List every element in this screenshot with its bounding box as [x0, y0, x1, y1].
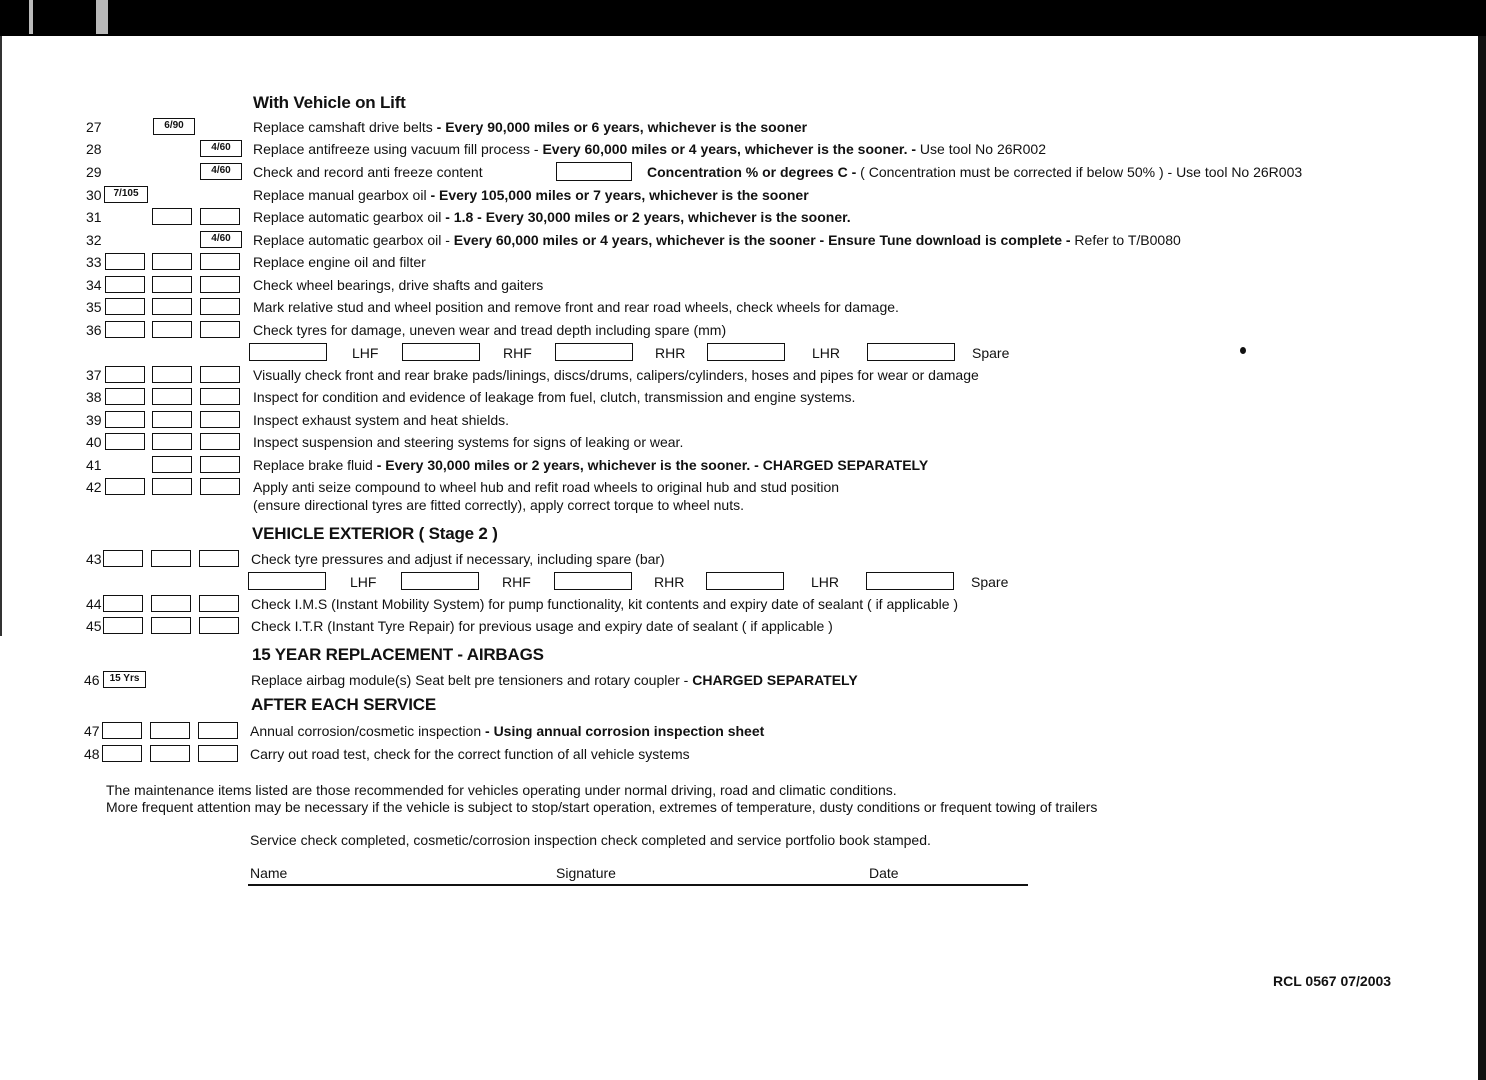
check-box[interactable]: [152, 456, 192, 473]
interval-tag: 4/60: [200, 163, 242, 180]
check-box[interactable]: [198, 722, 238, 739]
completion-statement: Service check completed, cosmetic/corrosion inspection check completed and service portfolio book stamped.: [250, 832, 931, 848]
check-box[interactable]: [200, 411, 240, 428]
check-box[interactable]: [200, 388, 240, 405]
checklist-row-46: [0, 670, 1486, 692]
item-number: 39: [86, 412, 102, 428]
check-box[interactable]: [105, 276, 145, 293]
item-number: 44: [86, 596, 102, 612]
form-reference-code: RCL 0567 07/2003: [1273, 973, 1392, 989]
interval-tag: 4/60: [200, 231, 242, 248]
check-box[interactable]: [105, 411, 145, 428]
check-box[interactable]: [199, 617, 239, 634]
check-box[interactable]: [103, 617, 143, 634]
item-text: Inspect for condition and evidence of leakage from fuel, clutch, transmission and engine systems.: [253, 389, 856, 405]
item-text: Replace brake fluid - Every 30,000 miles or 2 years, whichever is the sooner. - CHARGED SEPARATELY: [253, 457, 929, 473]
check-box[interactable]: [105, 478, 145, 495]
scan-artifact: [29, 0, 33, 34]
checklist-row-47: [0, 721, 1486, 743]
section-heading-exterior: VEHICLE EXTERIOR ( Stage 2 ): [252, 524, 498, 543]
pressure-rhr-input[interactable]: [554, 572, 632, 590]
item-text: Check I.T.R (Instant Tyre Repair) for previous usage and expiry date of sealant ( if applicable ): [251, 618, 833, 634]
item-text: Mark relative stud and wheel position and remove front and rear road wheels, check wheels for damage.: [253, 299, 899, 315]
item-text: Check and record anti freeze content: [253, 164, 483, 180]
check-box[interactable]: [102, 722, 142, 739]
item-number: 35: [86, 299, 102, 315]
checklist-row-38: [0, 387, 1486, 409]
checklist-row-42: [0, 477, 1486, 517]
checklist-row-48: [0, 744, 1486, 766]
item-text: Check wheel bearings, drive shafts and gaiters: [253, 277, 544, 293]
item-number: 29: [86, 164, 102, 180]
check-box[interactable]: [198, 745, 238, 762]
checklist-row-40: [0, 432, 1486, 454]
item-number: 33: [86, 254, 102, 270]
item-text: Check tyres for damage, uneven wear and tread depth including spare (mm): [253, 322, 727, 338]
name-label: Name: [250, 865, 288, 881]
item-text: Visually check front and rear brake pads/linings, discs/drums, calipers/cylinders, hoses and pipes for wear or damage: [253, 367, 979, 383]
item-number: 45: [86, 618, 102, 634]
checklist-row-27: [0, 117, 1486, 139]
check-box[interactable]: [151, 550, 191, 567]
check-box[interactable]: [105, 253, 145, 270]
checklist-row-29: [0, 162, 1486, 184]
item-text: Apply anti seize compound to wheel hub and refit road wheels to original hub and stud position: [253, 479, 840, 495]
tread-rhr-input[interactable]: [555, 343, 633, 361]
item-number: 47: [84, 723, 100, 739]
check-box[interactable]: [150, 745, 190, 762]
check-box[interactable]: [200, 456, 240, 473]
signature-label: Signature: [556, 865, 616, 881]
tyre-label: LHF: [350, 574, 377, 590]
tyre-pressure-inputs: [0, 571, 1486, 593]
item-text: Carry out road test, check for the correct function of all vehicle systems: [250, 746, 690, 762]
item-number: 31: [86, 209, 102, 225]
pressure-spare-input[interactable]: [866, 572, 954, 590]
item-text: Check tyre pressures and adjust if necessary, including spare (bar): [251, 551, 665, 567]
check-box[interactable]: [152, 321, 192, 338]
checklist-row-44: [0, 594, 1486, 616]
checklist-row-43: [0, 549, 1486, 571]
check-box[interactable]: [151, 617, 191, 634]
check-box[interactable]: [152, 388, 192, 405]
check-box[interactable]: [151, 595, 191, 612]
tread-lhr-input[interactable]: [707, 343, 785, 361]
check-box[interactable]: [200, 366, 240, 383]
item-number: 36: [86, 322, 102, 338]
item-number: 42: [86, 479, 102, 495]
check-box[interactable]: [152, 478, 192, 495]
scan-speck: [1240, 347, 1246, 354]
item-text: Replace manual gearbox oil - Every 105,000 miles or 7 years, whichever is the sooner: [253, 187, 809, 203]
tyre-label: Spare: [972, 345, 1010, 361]
item-text: Inspect exhaust system and heat shields.: [253, 412, 510, 428]
item-text: Replace antifreeze using vacuum fill process - Every 60,000 miles or 4 years, whichever is the sooner. - Use tool No 26R002: [253, 141, 1046, 157]
item-number: 27: [86, 119, 102, 135]
item-text: Replace camshaft drive belts - Every 90,000 miles or 6 years, whichever is the sooner: [253, 119, 808, 135]
check-box[interactable]: [152, 411, 192, 428]
checklist-row-41: [0, 455, 1486, 477]
tyre-label: RHF: [503, 345, 532, 361]
check-box[interactable]: [152, 208, 192, 225]
item-number: 46: [84, 672, 100, 688]
check-box[interactable]: [152, 276, 192, 293]
section-heading-airbags: 15 YEAR REPLACEMENT - AIRBAGS: [252, 645, 544, 664]
pressure-lhf-input[interactable]: [248, 572, 326, 590]
checklist-row-39: [0, 410, 1486, 432]
check-box[interactable]: [200, 321, 240, 338]
checklist-row-33: [0, 252, 1486, 274]
section-heading-after: AFTER EACH SERVICE: [251, 695, 437, 714]
checklist-row-30: [0, 185, 1486, 207]
note-line-1: The maintenance items listed are those recommended for vehicles operating under normal driving, road and climatic conditions.: [106, 782, 897, 798]
item-text: Replace airbag module(s) Seat belt pre tensioners and rotary coupler - CHARGED SEPARATELY: [251, 672, 858, 688]
item-text: Check I.M.S (Instant Mobility System) for pump functionality, kit contents and expiry date of sealant ( if applicable ): [251, 596, 959, 612]
check-box[interactable]: [200, 208, 240, 225]
tread-depth-inputs: [0, 342, 1486, 364]
tyre-label: RHR: [654, 574, 685, 590]
item-text: Replace automatic gearbox oil - Every 60,000 miles or 4 years, whichever is the sooner - Ensure Tune download is complete - Refer to T/B0080: [253, 232, 1181, 248]
checklist-row-28: [0, 139, 1486, 161]
checklist-row-34: [0, 275, 1486, 297]
item-number: 28: [86, 141, 102, 157]
check-box[interactable]: [200, 276, 240, 293]
item-number: 32: [86, 232, 102, 248]
checklist-row-35: [0, 297, 1486, 319]
tread-spare-input[interactable]: [867, 343, 955, 361]
checklist-row-31: [0, 207, 1486, 229]
check-box[interactable]: [150, 722, 190, 739]
check-box[interactable]: [200, 298, 240, 315]
checklist-row-32: [0, 230, 1486, 252]
item-number: 43: [86, 551, 102, 567]
item-text-continued: (ensure directional tyres are fitted correctly), apply correct torque to wheel nuts.: [253, 497, 744, 513]
item-text: Replace automatic gearbox oil - 1.8 - Every 30,000 miles or 2 years, whichever is the sooner.: [253, 209, 851, 225]
check-box[interactable]: [200, 478, 240, 495]
check-box[interactable]: [152, 433, 192, 450]
check-box[interactable]: [105, 388, 145, 405]
section-heading-lift: With Vehicle on Lift: [253, 93, 406, 112]
interval-tag: 4/60: [200, 140, 242, 157]
interval-tag: 15 Yrs: [103, 671, 146, 688]
checklist-row-37: [0, 365, 1486, 387]
note-line-2: More frequent attention may be necessary if the vehicle is subject to stop/start operation, extremes of temperature, dusty conditions or frequent towing of trailers: [106, 799, 1098, 815]
checklist-row-45: [0, 616, 1486, 638]
signature-line[interactable]: [248, 864, 1028, 886]
item-number: 38: [86, 389, 102, 405]
interval-tag: 6/90: [153, 118, 195, 135]
check-box[interactable]: [199, 550, 239, 567]
check-box[interactable]: [103, 550, 143, 567]
check-box[interactable]: [105, 433, 145, 450]
tread-lhf-input[interactable]: [249, 343, 327, 361]
check-box[interactable]: [103, 595, 143, 612]
pressure-lhr-input[interactable]: [706, 572, 784, 590]
item-number: 30: [86, 187, 102, 203]
check-box[interactable]: [105, 321, 145, 338]
check-box[interactable]: [152, 366, 192, 383]
date-label: Date: [869, 865, 899, 881]
tyre-label: RHF: [502, 574, 531, 590]
check-box[interactable]: [152, 298, 192, 315]
item-text: Annual corrosion/cosmetic inspection - Using annual corrosion inspection sheet: [250, 723, 765, 739]
tyre-label: RHR: [655, 345, 686, 361]
checklist-row-36: [0, 320, 1486, 342]
interval-tag: 7/105: [104, 186, 148, 203]
scan-artifact: [96, 0, 108, 34]
item-text-concentration: Concentration % or degrees C - ( Concentration must be corrected if below 50% ) - Use tool No 26R003: [647, 164, 1303, 180]
item-text: Inspect suspension and steering systems for signs of leaking or wear.: [253, 434, 684, 450]
item-text: Replace engine oil and filter: [253, 254, 426, 270]
concentration-input[interactable]: [556, 162, 632, 181]
check-box[interactable]: [105, 298, 145, 315]
check-box[interactable]: [200, 253, 240, 270]
item-number: 40: [86, 434, 102, 450]
tyre-label: LHF: [352, 345, 379, 361]
tread-rhf-input[interactable]: [402, 343, 480, 361]
item-number: 37: [86, 367, 102, 383]
tyre-label: LHR: [812, 345, 841, 361]
tyre-label: Spare: [971, 574, 1009, 590]
pressure-rhf-input[interactable]: [401, 572, 479, 590]
scan-top-border: [0, 0, 1486, 36]
check-box[interactable]: [102, 745, 142, 762]
item-number: 34: [86, 277, 102, 293]
check-box[interactable]: [105, 366, 145, 383]
item-number: 41: [86, 457, 102, 473]
tyre-label: LHR: [811, 574, 840, 590]
check-box[interactable]: [199, 595, 239, 612]
item-number: 48: [84, 746, 100, 762]
check-box[interactable]: [200, 433, 240, 450]
check-box[interactable]: [152, 253, 192, 270]
